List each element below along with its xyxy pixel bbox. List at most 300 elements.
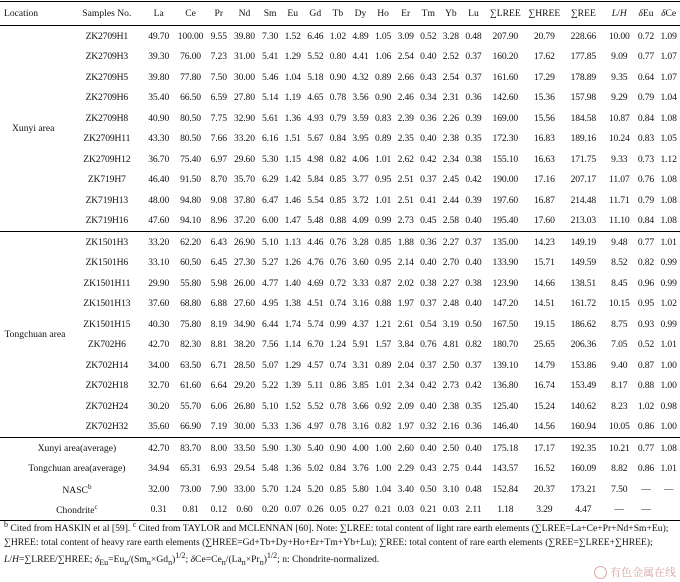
- value-cell: 0.78: [329, 421, 346, 433]
- value-cell: 25.65: [533, 339, 555, 351]
- value-cell: 5.91: [352, 339, 369, 351]
- column-header: ∑LREE: [485, 2, 526, 26]
- value-cell: 0.42: [420, 153, 437, 165]
- sample-id-cell: ZK1501H6: [85, 257, 129, 269]
- footnote-marker: b: [87, 482, 92, 491]
- value-cell: 27.80: [234, 92, 255, 104]
- value-cell: 76.00: [180, 51, 201, 63]
- value-cell: 4.69: [307, 277, 324, 289]
- value-cell: 0.38: [420, 277, 437, 289]
- value-cell: 27.60: [234, 298, 255, 310]
- column-header: Lu: [462, 2, 485, 26]
- value-cell: 1.74: [284, 318, 301, 330]
- value-cell: 1.57: [374, 339, 392, 351]
- value-cell: 175.18: [485, 438, 526, 459]
- value-cell: 3.72: [352, 194, 369, 206]
- value-cell: 2.73: [442, 380, 459, 392]
- value-cell: 8.19: [210, 318, 227, 330]
- value-cell: 1.18: [485, 500, 526, 521]
- average-label-cell: [0, 438, 144, 459]
- value-cell: 5.54: [307, 194, 324, 206]
- value-cell: 0.74: [329, 298, 346, 310]
- value-cell: 3.56: [352, 92, 369, 104]
- value-cell: 0.40: [420, 400, 437, 412]
- value-cell: 0.37: [420, 298, 437, 310]
- value-cell: 0.50: [465, 318, 482, 330]
- value-cell: 5.52: [307, 51, 324, 63]
- value-cell: 4.32: [352, 71, 369, 83]
- value-cell: 3.09: [394, 26, 417, 47]
- value-cell: 16.63: [533, 153, 555, 165]
- value-cell: 3.95: [352, 133, 369, 145]
- table-row: [0, 396, 680, 417]
- value-cell: 14.56: [533, 421, 555, 433]
- value-cell: 0.37: [465, 71, 482, 83]
- value-cell: 5.11: [307, 380, 324, 392]
- value-cell: 49.70: [144, 26, 174, 47]
- value-cell: 1.52: [281, 26, 304, 47]
- value-cell: 11.10: [609, 215, 630, 227]
- value-cell: 7.66: [210, 133, 227, 145]
- value-cell: 0.76: [327, 232, 350, 253]
- value-cell: 0.86: [637, 463, 655, 475]
- value-cell: 5.07: [262, 359, 279, 371]
- value-cell: 17.29: [533, 71, 555, 83]
- value-cell: 1.06: [374, 51, 392, 63]
- value-cell: 3.60: [352, 257, 369, 269]
- value-cell: 0.31: [144, 500, 174, 521]
- value-cell: 180.70: [492, 339, 519, 351]
- value-cell: 0.89: [374, 359, 392, 371]
- value-cell: 0.93: [637, 318, 655, 330]
- value-cell: 10.05: [608, 421, 630, 433]
- value-cell: 6.44: [262, 318, 279, 330]
- value-cell: 0.88: [329, 215, 346, 227]
- average-label: Tongchuan area(average): [28, 463, 126, 475]
- value-cell: 207.17: [570, 174, 597, 186]
- value-cell: 192.35: [563, 438, 604, 459]
- table-row: [0, 355, 680, 376]
- column-header: Sm: [259, 2, 282, 26]
- value-cell: 11.07: [609, 174, 630, 186]
- value-cell: 42.70: [144, 438, 174, 459]
- table-row: [0, 253, 680, 274]
- value-cell: 55.80: [180, 277, 201, 289]
- value-cell: —: [663, 483, 674, 495]
- table-row: [0, 47, 680, 68]
- value-cell: 6.29: [262, 174, 279, 186]
- value-cell: 2.60: [394, 438, 417, 459]
- value-cell: 7.90: [210, 483, 227, 495]
- value-cell: 0.96: [637, 277, 655, 289]
- value-cell: 39.30: [148, 51, 170, 63]
- value-cell: 80.50: [180, 133, 201, 145]
- value-cell: 1.01: [374, 380, 392, 392]
- value-cell: 1.08: [660, 174, 677, 186]
- value-cell: 1.04: [284, 71, 301, 83]
- sample-id-cell: ZK719H16: [85, 215, 129, 227]
- value-cell: 29.20: [234, 380, 255, 392]
- value-cell: 4.00: [349, 438, 372, 459]
- value-cell: 42.70: [148, 339, 170, 351]
- value-cell: 1.36: [284, 463, 301, 475]
- value-cell: 2.61: [397, 318, 414, 330]
- value-cell: 0.84: [637, 215, 655, 227]
- value-cell: 1.36: [284, 112, 301, 124]
- value-cell: 77.80: [180, 71, 201, 83]
- value-cell: 160.09: [570, 463, 597, 475]
- value-cell: 136.80: [492, 380, 519, 392]
- value-cell: —: [604, 500, 635, 521]
- value-cell: 0.82: [465, 339, 482, 351]
- sample-id-cell: ZK2709H5: [85, 71, 129, 83]
- sample-id-cell: ZK702H18: [85, 380, 129, 392]
- value-cell: 6.88: [210, 298, 227, 310]
- value-cell: 2.50: [442, 359, 459, 371]
- value-cell: 16.87: [533, 194, 555, 206]
- value-cell: 6.47: [262, 194, 279, 206]
- value-cell: 37.60: [148, 298, 170, 310]
- value-cell: 1.24: [329, 339, 346, 351]
- value-cell: 9.09: [611, 51, 628, 63]
- value-cell: 0.36: [465, 92, 482, 104]
- value-cell: 4.51: [307, 298, 324, 310]
- value-cell: 184.58: [570, 112, 597, 124]
- value-cell: 1.30: [281, 438, 304, 459]
- value-cell: 0.52: [637, 339, 655, 351]
- value-cell: 35.40: [148, 92, 170, 104]
- value-cell: 68.80: [180, 298, 201, 310]
- value-cell: 147.20: [492, 298, 519, 310]
- value-cell: 167.50: [492, 318, 519, 330]
- value-cell: 6.16: [262, 133, 279, 145]
- value-cell: 1.29: [284, 51, 301, 63]
- value-cell: 3.29: [526, 500, 563, 521]
- value-cell: 7.50: [210, 71, 227, 83]
- value-cell: 2.16: [442, 421, 459, 433]
- value-cell: 55.70: [180, 400, 201, 412]
- value-cell: 6.00: [262, 215, 279, 227]
- sample-id-cell: ZK2709H6: [85, 92, 129, 104]
- column-header: δEu: [635, 2, 658, 26]
- value-cell: 0.40: [465, 215, 482, 227]
- value-cell: 0.48: [465, 483, 482, 495]
- table-row: [0, 294, 680, 315]
- value-cell: 160.20: [492, 51, 519, 63]
- value-cell: 7.50: [611, 483, 628, 495]
- value-cell: 0.78: [329, 400, 346, 412]
- value-cell: 91.50: [180, 174, 201, 186]
- table-row: [0, 314, 680, 335]
- value-cell: 1.15: [284, 153, 301, 165]
- value-cell: 82.30: [180, 339, 201, 351]
- value-cell: 2.48: [442, 298, 459, 310]
- value-cell: 3.16: [352, 298, 369, 310]
- value-cell: 2.50: [440, 438, 463, 459]
- value-cell: 1.08: [660, 194, 677, 206]
- value-cell: 3.84: [397, 339, 414, 351]
- value-cell: 1.07: [660, 71, 677, 83]
- value-cell: 66.50: [180, 92, 201, 104]
- value-cell: 1.08: [660, 112, 677, 124]
- value-cell: 20.37: [533, 483, 555, 495]
- value-cell: 5.18: [307, 71, 324, 83]
- value-cell: 4.76: [307, 257, 324, 269]
- value-cell: 2.04: [397, 359, 414, 371]
- value-cell: 37.20: [234, 215, 255, 227]
- sample-id-cell: ZK2709H12: [83, 153, 131, 165]
- value-cell: 0.95: [374, 174, 392, 186]
- value-cell: 0.52: [417, 26, 440, 47]
- value-cell: 171.75: [570, 153, 597, 165]
- value-cell: 0.41: [420, 194, 437, 206]
- value-cell: 0.37: [420, 174, 437, 186]
- value-cell: 32.70: [148, 380, 170, 392]
- column-header: ∑HREE: [526, 2, 563, 26]
- value-cell: 0.99: [660, 318, 677, 330]
- value-cell: 8.23: [611, 400, 628, 412]
- value-cell: 80.50: [180, 112, 201, 124]
- value-cell: 5.20: [307, 483, 324, 495]
- value-cell: 39.80: [148, 71, 170, 83]
- column-header: Ce: [174, 2, 208, 26]
- value-cell: 38.20: [234, 339, 255, 351]
- value-cell: 169.00: [492, 112, 519, 124]
- value-cell: 1.04: [374, 483, 392, 495]
- value-cell: 33.20: [144, 232, 174, 253]
- value-cell: 4.97: [307, 421, 324, 433]
- column-header: Nd: [230, 2, 259, 26]
- value-cell: 0.44: [465, 463, 482, 475]
- value-cell: 0.48: [462, 26, 485, 47]
- value-cell: 189.16: [570, 133, 597, 145]
- value-cell: 0.42: [465, 174, 482, 186]
- value-cell: 8.00: [207, 438, 230, 459]
- value-cell: 10.87: [608, 112, 630, 124]
- value-cell: 0.39: [465, 194, 482, 206]
- value-cell: 0.86: [637, 421, 655, 433]
- table-row: [0, 67, 680, 88]
- value-cell: 0.95: [374, 257, 392, 269]
- value-cell: 1.00: [372, 438, 395, 459]
- watermark-logo-icon: [594, 566, 607, 579]
- value-cell: 1.38: [284, 298, 301, 310]
- column-header: Samples No.: [70, 2, 144, 26]
- value-cell: 61.60: [180, 380, 201, 392]
- value-cell: 153.86: [570, 359, 597, 371]
- watermark: [594, 564, 676, 580]
- value-cell: 5.52: [307, 400, 324, 412]
- value-cell: 15.36: [533, 92, 555, 104]
- value-cell: 1.26: [284, 257, 301, 269]
- value-cell: 4.57: [307, 359, 324, 371]
- value-cell: 4.95: [262, 298, 279, 310]
- sample-id-cell: ZK719H7: [87, 174, 126, 186]
- value-cell: 3.66: [352, 400, 369, 412]
- value-cell: 0.35: [465, 133, 482, 145]
- sample-id-cell: ZK1501H15: [83, 318, 131, 330]
- value-cell: 16.74: [533, 380, 555, 392]
- table-row: [0, 232, 680, 253]
- value-cell: 0.92: [374, 400, 392, 412]
- value-cell: 5.90: [259, 438, 282, 459]
- value-cell: 149.59: [570, 257, 597, 269]
- value-cell: 1.00: [660, 380, 677, 392]
- column-header: ∑REE: [563, 2, 604, 26]
- value-cell: 7.19: [210, 421, 227, 433]
- value-cell: 1.08: [657, 438, 680, 459]
- value-cell: 10.21: [604, 438, 635, 459]
- value-cell: 2.38: [442, 400, 459, 412]
- value-cell: 4.09: [352, 215, 369, 227]
- value-cell: 48.00: [148, 194, 170, 206]
- value-cell: 2.26: [442, 112, 459, 124]
- value-cell: 0.40: [420, 257, 437, 269]
- value-cell: 213.03: [570, 215, 597, 227]
- value-cell: 2.70: [442, 257, 459, 269]
- value-cell: 17.16: [533, 174, 555, 186]
- value-cell: 152.84: [492, 483, 519, 495]
- value-cell: 1.36: [284, 421, 301, 433]
- column-header: Er: [394, 2, 417, 26]
- value-cell: 1.88: [394, 232, 417, 253]
- table-row: [0, 170, 680, 191]
- value-cell: 26.00: [234, 277, 255, 289]
- note-c: $^c$ Cited from TAYLOR and MCLENNAN [60].: [132, 520, 317, 535]
- value-cell: 0.40: [417, 438, 440, 459]
- value-cell: 2.54: [442, 71, 459, 83]
- value-cell: 5.98: [210, 277, 227, 289]
- value-cell: 4.06: [352, 153, 369, 165]
- table-row: [0, 129, 680, 150]
- value-cell: 146.40: [492, 421, 519, 433]
- value-cell: 123.90: [492, 277, 519, 289]
- value-cell: 1.97: [397, 421, 414, 433]
- value-cell: 1.05: [660, 133, 677, 145]
- value-cell: 0.60: [230, 500, 259, 521]
- value-cell: 0.76: [637, 174, 655, 186]
- value-cell: 4.89: [349, 26, 372, 47]
- value-cell: 5.70: [262, 483, 279, 495]
- value-cell: 1.02: [637, 400, 655, 412]
- value-cell: 33.10: [148, 257, 170, 269]
- value-cell: 83.70: [174, 438, 208, 459]
- value-cell: 32.00: [148, 483, 170, 495]
- value-cell: 1.13: [281, 232, 304, 253]
- value-cell: 3.19: [442, 318, 459, 330]
- value-cell: 3.59: [352, 112, 369, 124]
- value-cell: 0.85: [372, 232, 395, 253]
- value-cell: 1.19: [284, 92, 301, 104]
- column-header: Dy: [349, 2, 372, 26]
- table-header-row: [0, 2, 680, 26]
- value-cell: 9.35: [611, 71, 628, 83]
- value-cell: 28.50: [234, 359, 255, 371]
- footnote-marker: c: [94, 503, 98, 512]
- value-cell: 5.10: [259, 232, 282, 253]
- value-cell: 14.23: [526, 232, 563, 253]
- value-cell: 2.73: [397, 215, 414, 227]
- sample-id-cell: ZK702H6: [87, 339, 126, 351]
- value-cell: 10.24: [608, 133, 630, 145]
- value-cell: 4.47: [563, 500, 604, 521]
- value-cell: 0.98: [660, 400, 677, 412]
- average-row: [0, 459, 680, 480]
- column-header: Tm: [417, 2, 440, 26]
- value-cell: 36.70: [148, 153, 170, 165]
- value-cell: 0.21: [417, 500, 440, 521]
- value-cell: 1.47: [284, 215, 301, 227]
- value-cell: 4.93: [307, 112, 324, 124]
- value-cell: 40.90: [148, 112, 170, 124]
- value-cell: 0.50: [420, 483, 437, 495]
- value-cell: 0.81: [174, 500, 208, 521]
- value-cell: 0.40: [420, 133, 437, 145]
- value-cell: 0.90: [327, 438, 350, 459]
- value-cell: 0.73: [637, 153, 655, 165]
- value-cell: 16.52: [533, 463, 555, 475]
- value-cell: 5.02: [307, 463, 324, 475]
- value-cell: 3.40: [397, 483, 414, 495]
- value-cell: 29.90: [148, 277, 170, 289]
- value-cell: 8.81: [210, 339, 227, 351]
- value-cell: 30.20: [148, 400, 170, 412]
- value-cell: 0.37: [465, 359, 482, 371]
- value-cell: 0.72: [635, 26, 658, 47]
- value-cell: 2.11: [462, 500, 485, 521]
- value-cell: 65.31: [180, 463, 201, 475]
- value-cell: 0.87: [374, 277, 392, 289]
- value-cell: —: [635, 500, 658, 521]
- value-cell: 29.54: [234, 463, 255, 475]
- value-cell: 186.62: [570, 318, 597, 330]
- table-row: [0, 108, 680, 129]
- value-cell: 26.80: [234, 400, 255, 412]
- column-header: δCe: [657, 2, 680, 26]
- value-cell: 73.00: [180, 483, 201, 495]
- value-cell: 0.77: [637, 51, 655, 63]
- value-cell: 8.52: [611, 257, 628, 269]
- value-cell: 7.05: [611, 339, 628, 351]
- column-header: Eu: [281, 2, 304, 26]
- value-cell: 2.52: [442, 51, 459, 63]
- sample-id-cell: ZK2709H11: [83, 133, 131, 145]
- value-cell: 0.40: [420, 51, 437, 63]
- value-cell: 1.01: [374, 153, 392, 165]
- value-cell: 0.26: [304, 500, 327, 521]
- value-cell: 7.30: [259, 26, 282, 47]
- value-cell: 177.85: [570, 51, 597, 63]
- value-cell: 0.79: [637, 194, 655, 206]
- average-label: Xunyi area(average): [37, 442, 117, 454]
- value-cell: 9.33: [611, 153, 628, 165]
- table-row: [0, 190, 680, 211]
- value-cell: 1.04: [660, 92, 677, 104]
- column-header: Tb: [327, 2, 350, 26]
- value-cell: 4.37: [352, 318, 369, 330]
- value-cell: 178.89: [570, 71, 597, 83]
- value-cell: 195.40: [492, 215, 519, 227]
- value-cell: 2.35: [397, 133, 414, 145]
- value-cell: 0.45: [420, 215, 437, 227]
- value-cell: 0.37: [465, 51, 482, 63]
- value-cell: 19.15: [533, 318, 555, 330]
- column-header: Gd: [304, 2, 327, 26]
- sample-id-cell: ZK2709H3: [85, 51, 129, 63]
- value-cell: 5.48: [307, 215, 324, 227]
- value-cell: 206.36: [570, 339, 597, 351]
- value-cell: 0.39: [465, 112, 482, 124]
